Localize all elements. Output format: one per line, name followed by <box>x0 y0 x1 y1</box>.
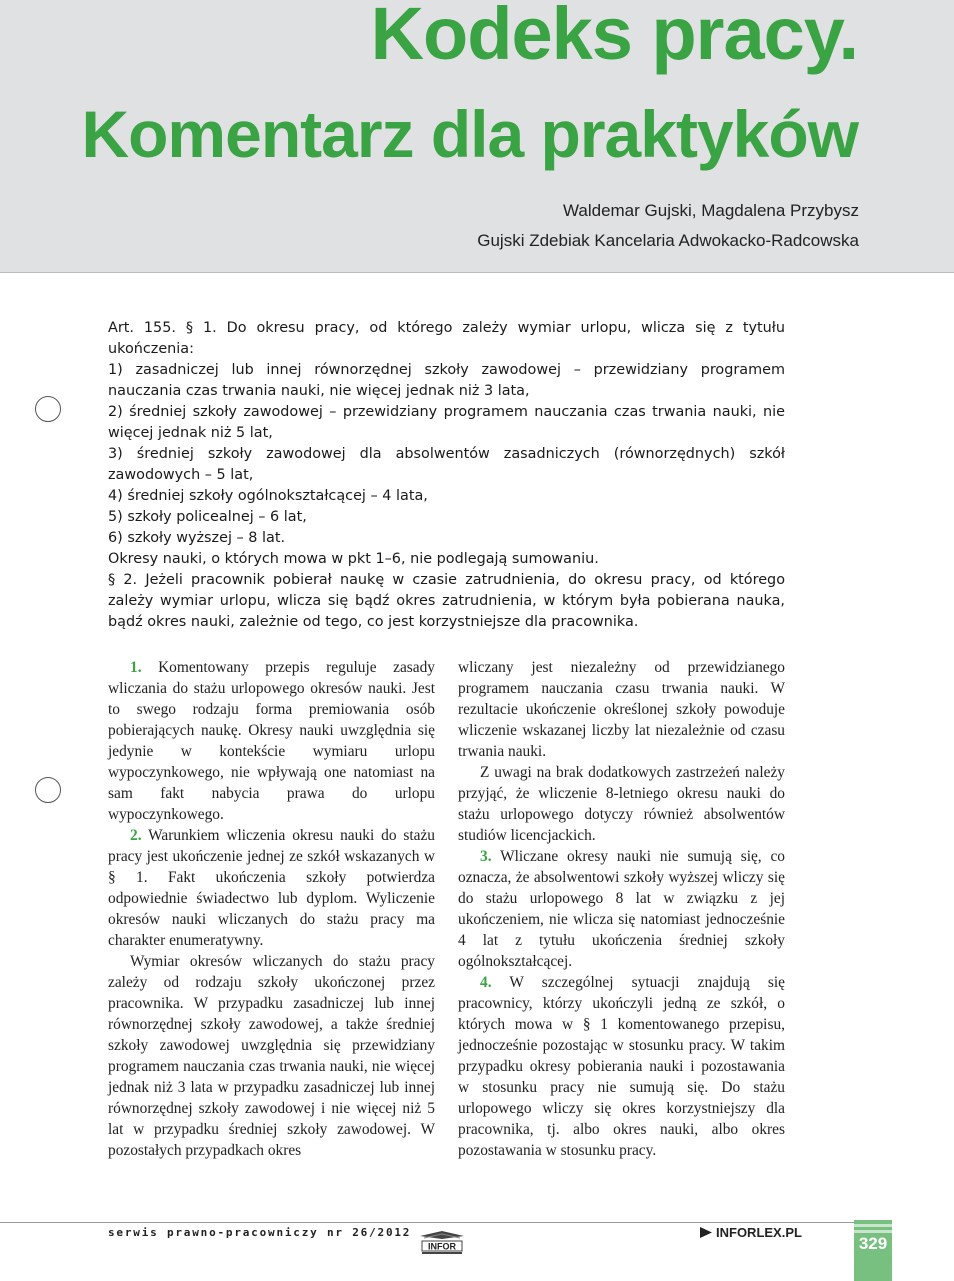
commentary-paragraph <box>108 657 435 825</box>
infor-logo-text: INFOR <box>428 1241 456 1252</box>
commentary-paragraph <box>108 825 435 951</box>
article-item-1: 1) zasadniczej lub innej równorzędnej szkoły zawodowej – przewidziany programem nauczania czas trwania nauki, nie więcej jednak niż 3 lata, <box>108 362 785 399</box>
article-item-2: 2) średniej szkoły zawodowej – przewidziany programem nauczania czas trwania nauki, nie więcej jednak niż 5 lat, <box>108 404 785 441</box>
paragraph-number: 2. <box>130 827 142 844</box>
book-title-line2: Komentarz dla praktyków <box>81 97 858 171</box>
page-number: 329 <box>858 1234 888 1253</box>
commentary-paragraph <box>458 846 785 972</box>
article-item-4: 4) średniej szkoły ogólnokształcącej – 4 lata, <box>108 488 428 504</box>
article-text <box>108 318 785 633</box>
paragraph-number: 1. <box>130 659 142 676</box>
paragraph-text: Warunkiem wliczenia okresu nauki do stażu pracy jest ukończenie jednej ze szkół wskazanych w § 1. Fakt ukończenia szkoły potwierdza odpowiednie świadectwo lub dyplom. Wyliczenie okresów nauki wliczanych do stażu pracy ma charakter enumeratywny. <box>108 827 435 949</box>
law-firm: Gujski Zdebiak Kancelaria Adwokacko-Radcowska <box>477 231 859 250</box>
commentary-right-column <box>458 657 785 1161</box>
tab-stripe <box>854 1224 892 1227</box>
binder-hole-bottom <box>35 777 61 803</box>
paragraph-text: wliczany jest niezależny od przewidzianego programem nauczania czasu trwania nauki. W rezultacie ukończenie określonej szkoły powoduje wliczenie wskazanej liczby lat niezależnie od czasu trwania nauki. <box>458 659 785 760</box>
publication-name: serwis prawno-pracowniczy nr 26/2012 <box>108 1226 412 1239</box>
article-item-3: 3) średniej szkoły zawodowej dla absolwentów zasadniczych (równorzędnych) szkół zawodowych – 5 lat, <box>108 446 785 483</box>
paragraph-text: Z uwagi na brak dodatkowych zastrzeżeń należy przyjąć, że wliczenie 8-letniego okresu nauki do stażu urlopowego dotyczy również absolwentów studiów licencjackich. <box>458 764 785 844</box>
article-item-6: 6) szkoły wyższej – 8 lat. <box>108 530 286 546</box>
article-paragraph-2: § 2. Jeżeli pracownik pobierał naukę w czasie zatrudnienia, do okresu pracy, od którego zależy wymiar urlopu, wlicza się bądź okres zatrudnienia, w którym była pobierana nauka, bądź okres nauki, zależnie od tego, co jest korzystniejsze dla pracownika. <box>108 572 785 630</box>
paragraph-number: 4. <box>480 974 492 991</box>
authors: Waldemar Gujski, Magdalena Przybysz <box>562 201 859 220</box>
article-item-5: 5) szkoły policealnej – 6 lat, <box>108 509 307 525</box>
book-title-line1: Kodeks pracy. <box>370 0 858 75</box>
paragraph-text: W szczególnej sytuacji znajdują się pracownicy, którzy ukończyli jedną ze szkół, o których mowa w § 1 komentowanego przepisu, jednocześnie pozostając w stosunku pracy. W takim przypadku okresy pobierania nauki i pozostawania w stosunku pracy nie sumują się. Do stażu urlopowego wliczy się okres korzystniejszy dla pracownika, tj. albo okres nauki, albo okres pozostawania w stosunku pracy. <box>458 974 785 1159</box>
arrow-icon <box>700 1227 712 1238</box>
inforlex-brand <box>700 1225 802 1240</box>
article-heading: Art. 155. § 1. Do okresu pracy, od którego zależy wymiar urlopu, wlicza się z tytułu ukończenia: <box>108 320 785 357</box>
binder-hole-top <box>35 396 61 422</box>
commentary-paragraph <box>458 657 785 762</box>
commentary-left-column <box>108 657 435 1161</box>
commentary-paragraph <box>458 762 785 846</box>
page-number-tab <box>854 1220 892 1281</box>
header-banner <box>0 0 954 273</box>
commentary-paragraph <box>108 951 435 1161</box>
article-closing: Okresy nauki, o których mowa w pkt 1–6, nie podlegają sumowaniu. <box>108 551 599 567</box>
tab-stripe <box>854 1230 892 1233</box>
footer-divider <box>0 1222 890 1223</box>
paragraph-number: 3. <box>480 848 492 865</box>
commentary-paragraph <box>458 972 785 1161</box>
infor-logo-icon <box>418 1230 466 1256</box>
paragraph-text: Wymiar okresów wliczanych do stażu pracy zależy od rodzaju szkoły ukończonej przez pracownika. W przypadku zasadniczej lub innej równorzędnej szkoły zawodowej, a także średniej szkoły zawodowej uwzględnia się przewidziany programem nauczania czas trwania nauki, nie więcej jednak niż 3 lata w przypadku zasadniczej lub innej równorzędnej szkoły zawodowej i nie więcej niż 5 lat w przypadku średniej szkoły zawodowej. W pozostałych przypadkach okres <box>108 953 435 1159</box>
paragraph-text: Wliczane okresy nauki nie sumują się, co oznacza, że absolwentowi szkoły wyższej wliczy się do stażu urlopowego 8 lat w związku z jej ukończeniem, nie wlicza się natomiast jednocześnie 4 lat z tytułu ukończenia średniej szkoły ogólnokształcącej. <box>458 848 785 970</box>
inforlex-site: INFORLEX.PL <box>716 1225 802 1240</box>
paragraph-text: Komentowany przepis reguluje zasady wliczania do stażu urlopowego okresów nauki. Jest to swego rodzaju forma premiowania osób pobierających naukę. Okresy nauki uwzględnia się jedynie w kontekście wymiaru urlopu wypoczynkowego, nie wpływają one natomiast na sam fakt nabycia prawa do urlopu wypoczynkowego. <box>108 659 435 823</box>
